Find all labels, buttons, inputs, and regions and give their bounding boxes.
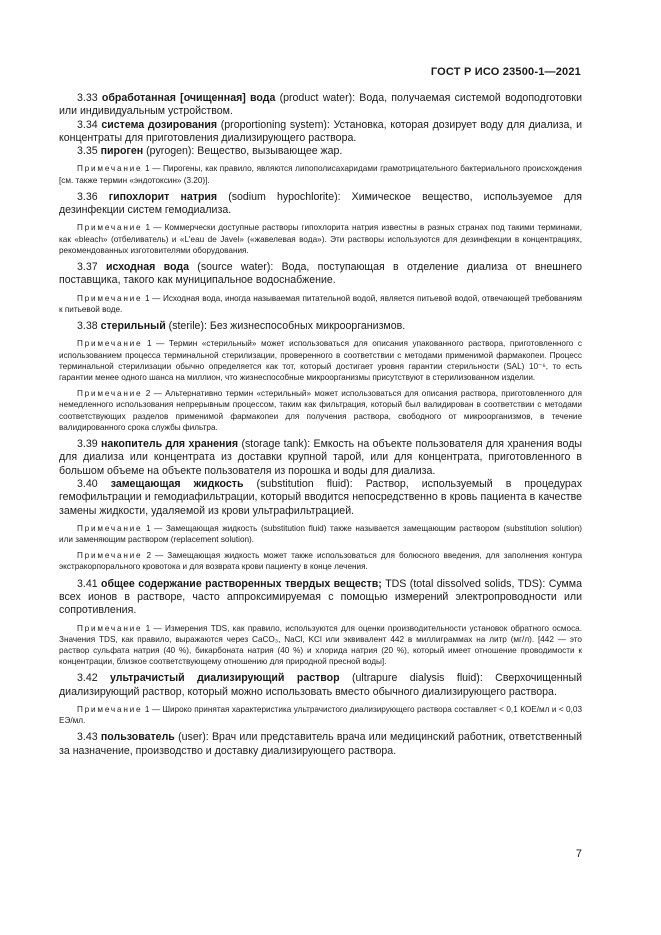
term-definition (59, 478, 582, 518)
term-definition (59, 578, 582, 618)
term-name: пользователь (100, 731, 175, 744)
term-definition (59, 731, 582, 758)
document-id-header: ГОСТ Р ИСО 23500-1—2021 (430, 66, 581, 78)
note-label: Примечание (77, 523, 143, 533)
term-text: (substitution fluid): Раствор, используемый в процедурах гемофильтрации и гемодиафильтрации, который вводится непосредственно в кровь пациента в качестве замены жидкости, удаляемой из крови ультрафильтрацией. (59, 477, 582, 517)
document-body (59, 92, 582, 758)
term-text: (sodium hypochlorite): Химическое вещество, используемое для дезинфекции систем гемодиализа. (59, 190, 583, 217)
note (59, 338, 582, 383)
note-label: Примечание (77, 389, 143, 399)
note-text: 1 — Коммерчески доступные растворы гипохлорита натрия известны в разных странах под такими терминами, как «bleach» (отбеливатель) и «L'eau de Javel» («жавелевая вода»). Эти растворы используются для дезинфекции в концентрациях, рекомендованных изготовителями оборудования. (59, 223, 582, 255)
term-number: 3.38 (77, 320, 101, 333)
term-text: (user): Врач или представитель врача или медицинский работник, ответственный за назначение, производство и доставку диализирующего раствора. (59, 731, 582, 757)
term-text: (pyrogen): Вещество, вызывающее жар. (143, 145, 343, 158)
term-name: стерильный (100, 320, 166, 333)
term-text: (source water): Вода, поступающая в отделение диализа от внешнего поставщика, такого как муниципальное водоснабжение. (59, 261, 582, 287)
term-text: TDS (total dissolved solids, TDS): Сумма всех ионов в растворе, часто аппроксимируемая с помощью измерений электропроводности или сопротивления. (59, 577, 582, 617)
note-label: Примечание (77, 164, 143, 174)
term-name: исходная вода (105, 261, 189, 274)
note-text: 1 — Измерения TDS, как правило, используются для оценки производительности установок обратного осмоса. Значения TDS, как правило, выражаются через CaCO₃, NaCl, KCl или эквивалент 442 в миллиграммах на литр (мг/л). [442 — это раствор сульфата натрия (40 %), бикарбоната натрия (40 %) и хлорида натрия (20 %), который имеет отношение проводимости к концентрации, близкое соответствующему отношению для природной пресной воды]. (59, 623, 582, 667)
term-number: 3.35 (77, 145, 101, 158)
note-label: Примечание (77, 551, 143, 561)
note (59, 623, 582, 668)
note (59, 704, 582, 726)
note-label: Примечание (77, 223, 143, 233)
term-name: общее содержание растворенных твердых веществ; (101, 577, 382, 590)
note-text: 1 — Термин «стерильный» может использоваться для описания упакованного раствора, приготовленного с использованием процесса терминальной стерилизации, проверенного в соответствии с методами применимой фармакопеи. Процесс терминальной стерилизации обычно определяется как тот, который достигает уровня гарантии стерильности (SAL) 10⁻⁶, то есть гарантии менее одного шанса на миллион, что жизнеспособные микроорганизмы присутствуют в стерилизованном изделии. (59, 339, 582, 382)
term-number: 3.33 (77, 92, 102, 104)
term-number: 3.42 (77, 672, 111, 685)
term-definition (59, 261, 582, 288)
term-definition (59, 438, 582, 478)
note (59, 163, 582, 185)
note-text: 1 — Исходная вода, иногда называемая питательной водой, является питьевой водой, отвечающей требованиям к питьевой воде. (59, 293, 582, 314)
note (59, 523, 582, 545)
note-text: 1 — Замещающая жидкость (substitution fluid) также называется замещающим раствором (substitution solution) или заменяющим раствором (replacement solution). (59, 523, 582, 544)
term-number: 3.36 (77, 190, 109, 203)
term-number: 3.34 (77, 118, 102, 131)
term-name: пироген (100, 145, 144, 158)
term-definition (59, 320, 582, 333)
term-name: замещающая жидкость (110, 477, 244, 490)
note (59, 222, 582, 256)
note-label: Примечание (77, 339, 143, 349)
note-text: 2 — Замещающая жидкость может также использоваться для болюсного введения, для заполнения контура экстракорпорального кровотока и для возврата крови пациенту в конце лечения. (59, 551, 582, 572)
term-number: 3.39 (77, 438, 101, 451)
term-name: гипохлорит натрия (108, 190, 218, 203)
note (59, 550, 582, 572)
term-text: (product water): Вода, получаемая системой водоподготовки или индивидуальным устройством. (59, 92, 582, 118)
term-name: система дозирования (101, 118, 218, 131)
term-definition (59, 119, 582, 146)
term-name: ультрачистый диализирующий раствор (110, 672, 340, 685)
note-label: Примечание (77, 293, 143, 303)
note-text: 1 — Широко принятая характеристика ультрачистого диализирующего раствора составляет < 0,1 КОЕ/мл и < 0,03 ЕЭ/мл. (59, 704, 582, 726)
term-definition (59, 145, 582, 158)
note (59, 388, 582, 433)
note-label: Примечание (77, 623, 143, 633)
term-text: (sterile): Без жизнеспособных микроорганизмов. (165, 320, 406, 333)
term-name: обработанная [очищенная] вода (101, 92, 276, 104)
term-text: (storage tank): Емкость на объекте пользователя для хранения воды для диализа или концентрата из доставки крупной тарой, или для концентрата, приготовленного в большом объеме на объекте пользователя из порошка и воды для диализа. (59, 438, 582, 477)
term-text: (proportioning system): Установка, которая дозирует воду для диализа, и концентраты для приготовления диализирующего раствора. (59, 118, 583, 144)
term-number: 3.41 (77, 577, 102, 590)
term-number: 3.37 (77, 261, 106, 274)
term-name: накопитель для хранения (100, 438, 239, 451)
page-number: 7 (575, 848, 582, 860)
term-number: 3.40 (77, 477, 111, 490)
term-number: 3.43 (77, 731, 101, 744)
term-definition (59, 92, 582, 119)
term-text: (ultrapure dialysis fluid): Сверхочищенный диализирующий раствор, который можно использовать вместо обычного диализирующего раствора. (59, 672, 582, 698)
note-text: 1 — Пирогены, как правило, являются липополисахаридами грамотрицательного бактериального происхождения [см. также термин «эндотоксин» (3.20)]. (59, 164, 582, 185)
term-definition (59, 672, 582, 699)
note (59, 293, 582, 315)
note-label: Примечание (77, 704, 143, 714)
note-text: 2 — Альтернативно термин «стерильный» может использоваться для описания раствора, приготовленного для немедленного использования непрерывным процессом, таким как фильтрация, который был валидирован в соответствии с методами соответствующих разделов применимой фармакопеи для получения раствора, свободного от микроорганизмов, в течение валидированного срока службы фильтра. (59, 389, 582, 432)
term-definition (59, 191, 582, 218)
